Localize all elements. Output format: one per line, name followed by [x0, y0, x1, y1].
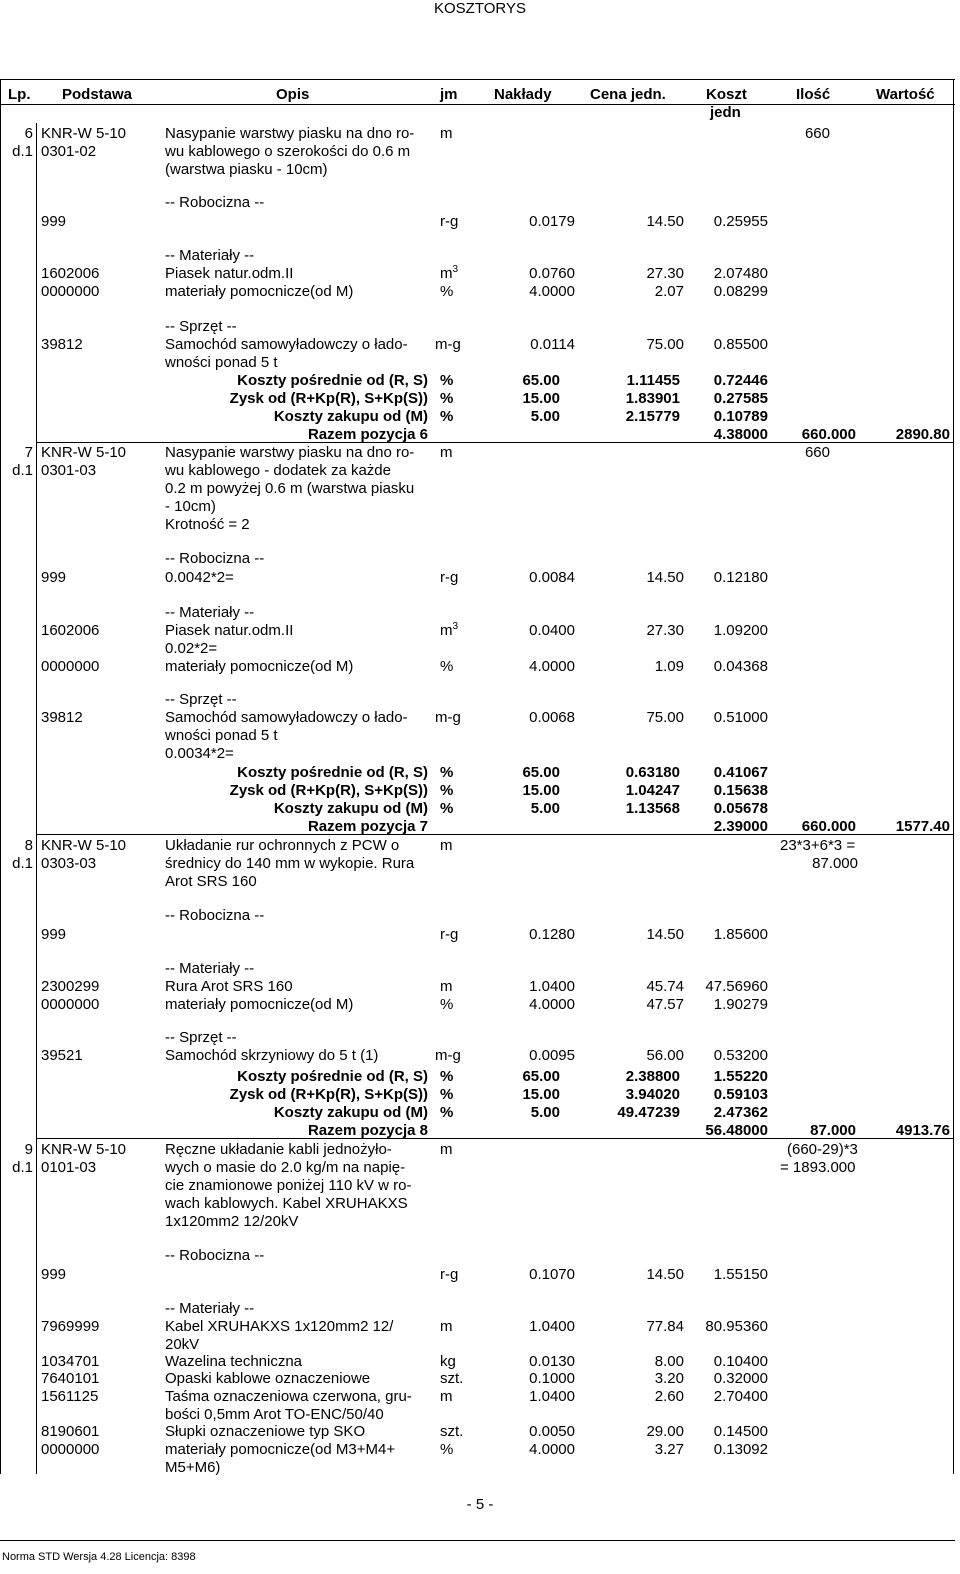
profit-label: Zysk od (R+Kp(R), S+Kp(S))	[229, 1086, 428, 1103]
resource-name: Taśma oznaczeniowa czerwona, gru-	[165, 1388, 412, 1405]
position-description-line: 0.2 m powyżej 0.6 m (warstwa piasku	[165, 480, 415, 497]
resource-price: 3.20	[654, 1370, 684, 1387]
resource-input: 0.1000	[529, 1370, 575, 1387]
resource-unit-cost: 0.25955	[713, 213, 768, 230]
resource-name: wności ponad 5 t	[165, 727, 278, 744]
resource-price: 2.60	[654, 1388, 684, 1405]
overhead-rate: 65.00	[522, 372, 560, 389]
col-divider-lp	[36, 123, 37, 1474]
profit-unit: %	[440, 390, 454, 407]
section-heading-labor: -- Robocizna --	[165, 194, 265, 211]
resource-price: 2.07	[654, 283, 684, 300]
section-heading-equipment: -- Sprzęt --	[165, 691, 237, 708]
position-number: 9	[24, 1141, 33, 1158]
resource-name: bości 0,5mm Arot TO-ENC/50/40	[165, 1406, 384, 1423]
section-heading-equipment: -- Sprzęt --	[165, 1029, 237, 1046]
resource-price: 29.00	[646, 1423, 684, 1440]
resource-price: 3.27	[654, 1441, 684, 1458]
resource-unit-cost: 2.70400	[713, 1388, 768, 1405]
position-total-label: Razem pozycja 8	[307, 1122, 428, 1139]
section-heading-labor: -- Robocizna --	[165, 550, 265, 567]
resource-input: 0.1070	[529, 1266, 575, 1283]
position-number: 6	[24, 125, 33, 142]
footer-rule	[0, 1540, 955, 1541]
resource-code: 999	[41, 569, 67, 586]
position-number: 7	[24, 444, 33, 461]
position-total-quantity: 660.000	[801, 818, 856, 835]
resource-price: 77.84	[646, 1318, 684, 1335]
resource-name: Piasek natur.odm.II	[165, 622, 294, 639]
resource-unit-cost: 0.51000	[713, 709, 768, 726]
profit-base: 3.94020	[625, 1086, 680, 1103]
resource-name: materiały pomocnicze(od M3+M4+	[165, 1441, 396, 1458]
profit-unit: %	[440, 782, 454, 799]
purchase-cost-base: 49.47239	[617, 1104, 680, 1121]
position-basis: KNR-W 5-10	[41, 837, 127, 854]
table-left-border	[0, 79, 1, 1474]
resource-code: 39812	[41, 336, 83, 353]
resource-input: 4.0000	[529, 658, 575, 675]
position-total-value: 2890.80	[895, 426, 950, 443]
resource-unit: r-g	[440, 213, 459, 230]
header-koszt-jedn: jedn	[710, 104, 741, 121]
resource-formula: 0.02*2=	[165, 640, 218, 657]
resource-code: 0000000	[41, 1441, 100, 1458]
resource-unit-cost: 0.08299	[713, 283, 768, 300]
resource-input: 1.0400	[529, 978, 575, 995]
resource-formula: 0.0034*2=	[165, 745, 234, 762]
position-description-line: Krotność = 2	[165, 516, 250, 533]
resource-price: 45.74	[646, 978, 684, 995]
resource-input: 0.0114	[530, 336, 575, 353]
resource-price: 75.00	[646, 709, 684, 726]
resource-name: Wazelina techniczna	[165, 1353, 303, 1370]
profit-value: 0.59103	[713, 1086, 768, 1103]
position-total-unit-cost: 56.48000	[705, 1122, 768, 1139]
header-ilosc: Ilość	[796, 86, 831, 103]
resource-unit-cost: 0.04368	[713, 658, 768, 675]
overhead-value: 0.72446	[713, 372, 768, 389]
resource-code: 1561125	[41, 1388, 99, 1405]
overhead-unit: %	[440, 372, 454, 389]
position-total-value: 4913.76	[895, 1122, 950, 1139]
page-number: - 5 -	[466, 1496, 494, 1513]
resource-code: 2300299	[41, 978, 100, 995]
position-separator	[36, 834, 953, 835]
resource-unit: kg	[440, 1353, 456, 1370]
position-quantity: = 1893.000	[780, 1159, 856, 1176]
resource-code: 1602006	[41, 622, 100, 639]
overhead-label: Koszty pośrednie od (R, S)	[237, 1068, 428, 1085]
header-wartosc: Wartość	[876, 86, 935, 103]
position-number-suffix: d.1	[12, 855, 33, 872]
resource-unit-cost: 1.09200	[713, 622, 768, 639]
resource-price: 8.00	[654, 1353, 684, 1370]
resource-name: 20kV	[165, 1336, 200, 1353]
position-description-line: 1x120mm2 12/20kV	[165, 1213, 299, 1230]
position-basis: KNR-W 5-10	[41, 1141, 127, 1158]
profit-label: Zysk od (R+Kp(R), S+Kp(S))	[229, 782, 428, 799]
purchase-cost-unit: %	[440, 408, 454, 425]
profit-base: 1.04247	[625, 782, 680, 799]
position-total-label: Razem pozycja 6	[307, 426, 428, 443]
overhead-base: 0.63180	[625, 764, 680, 781]
section-heading-materials: -- Materiały --	[165, 247, 255, 264]
resource-unit: szt.	[440, 1423, 464, 1440]
resource-code: 7969999	[41, 1318, 100, 1335]
resource-code: 999	[41, 213, 67, 230]
position-description-line: Ręczne układanie kabli jednożyło-	[165, 1141, 392, 1158]
position-total-value: 1577.40	[895, 818, 950, 835]
purchase-cost-unit: %	[440, 1104, 454, 1121]
overhead-unit: %	[440, 1068, 454, 1085]
profit-rate: 15.00	[522, 1086, 560, 1103]
resource-unit: m	[440, 1388, 453, 1405]
position-total-unit-cost: 4.38000	[713, 426, 768, 443]
resource-unit-cost: 0.85500	[713, 336, 768, 353]
header-bottom-border	[0, 104, 955, 105]
resource-name: Opaski kablowe oznaczeniowe	[165, 1370, 371, 1387]
resource-input: 0.0050	[529, 1423, 575, 1440]
position-description-line: Układanie rur ochronnych z PCW o	[165, 837, 400, 854]
position-quantity: 87.000	[812, 855, 858, 872]
resource-input: 4.0000	[529, 996, 575, 1013]
resource-unit: r-g	[440, 926, 459, 943]
position-basis-code: 0101-03	[41, 1159, 97, 1176]
position-number-suffix: d.1	[12, 143, 33, 160]
purchase-cost-rate: 5.00	[530, 1104, 560, 1121]
resource-price: 75.00	[646, 336, 684, 353]
purchase-cost-label: Koszty zakupu od (M)	[273, 408, 428, 425]
purchase-cost-rate: 5.00	[530, 800, 560, 817]
resource-code: 0000000	[41, 283, 100, 300]
resource-input: 0.0130	[529, 1353, 575, 1370]
resource-unit-cost: 0.12180	[713, 569, 768, 586]
resource-formula: 0.0042*2=	[165, 569, 234, 586]
profit-rate: 15.00	[522, 782, 560, 799]
resource-name: materiały pomocnicze(od M)	[165, 996, 354, 1013]
position-quantity-formula: (660-29)*3	[787, 1141, 858, 1158]
section-heading-labor: -- Robocizna --	[165, 907, 265, 924]
resource-unit: m-g	[435, 709, 461, 726]
header-cena: Cena jedn.	[590, 86, 666, 103]
resource-code: 999	[41, 926, 67, 943]
resource-unit-cost: 0.10400	[713, 1353, 768, 1370]
position-total-unit-cost: 2.39000	[713, 818, 768, 835]
position-basis-code: 0301-03	[41, 462, 97, 479]
position-description-line: - 10cm)	[165, 498, 216, 515]
position-total-label: Razem pozycja 7	[307, 818, 428, 835]
overhead-base: 2.38800	[625, 1068, 680, 1085]
profit-value: 0.27585	[713, 390, 768, 407]
purchase-cost-label: Koszty zakupu od (M)	[273, 1104, 428, 1121]
header-podstawa: Podstawa	[62, 86, 133, 103]
resource-input: 4.0000	[529, 283, 575, 300]
profit-unit: %	[440, 1086, 454, 1103]
position-quantity: 660	[804, 125, 830, 142]
resource-unit: $m^3$	[440, 621, 459, 639]
resource-unit: r-g	[440, 1266, 459, 1283]
table-right-border	[953, 79, 954, 1474]
resource-unit: %	[440, 283, 454, 300]
overhead-label: Koszty pośrednie od (R, S)	[237, 764, 428, 781]
resource-unit: $m^3$	[440, 264, 459, 282]
resource-input: 1.0400	[529, 1388, 575, 1405]
resource-price: 1.09	[654, 658, 684, 675]
section-heading-labor: -- Robocizna --	[165, 1247, 265, 1264]
overhead-unit: %	[440, 764, 454, 781]
position-total-quantity: 87.000	[810, 1122, 856, 1139]
resource-price: 14.50	[646, 1266, 684, 1283]
resource-code: 0000000	[41, 996, 100, 1013]
overhead-value: 1.55220	[713, 1068, 768, 1085]
resource-code: 39521	[41, 1047, 83, 1064]
position-description-line: wach kablowych. Kabel XRUHAKXS	[165, 1195, 408, 1212]
position-description-line: Nasypanie warstwy piasku na dno ro-	[165, 444, 415, 461]
resource-code: 999	[41, 1266, 67, 1283]
overhead-base: 1.11455	[626, 372, 680, 389]
resource-unit-cost: 1.85600	[713, 926, 768, 943]
resource-code: 7640101	[41, 1370, 100, 1387]
position-unit: m	[440, 125, 453, 142]
purchase-cost-label: Koszty zakupu od (M)	[273, 800, 428, 817]
resource-unit: %	[440, 658, 454, 675]
resource-name: materiały pomocnicze(od M)	[165, 658, 354, 675]
purchase-cost-unit: %	[440, 800, 454, 817]
section-heading-equipment: -- Sprzęt --	[165, 318, 237, 335]
resource-input: 0.1280	[529, 926, 575, 943]
position-description-line: wych o masie do 2.0 kg/m na napię-	[165, 1159, 406, 1176]
resource-unit-cost: 0.14500	[713, 1423, 768, 1440]
resource-price: 27.30	[646, 622, 684, 639]
position-separator	[36, 442, 953, 443]
resource-price: 14.50	[646, 926, 684, 943]
resource-input: 0.0084	[529, 569, 575, 586]
position-basis: KNR-W 5-10	[41, 444, 127, 461]
position-unit: m	[440, 1141, 453, 1158]
resource-unit-cost: 1.90279	[713, 996, 768, 1013]
position-unit: m	[440, 444, 453, 461]
overhead-rate: 65.00	[522, 764, 560, 781]
resource-price: 14.50	[646, 213, 684, 230]
header-koszt: Koszt	[706, 86, 747, 103]
position-description-line: (warstwa piasku - 10cm)	[165, 161, 328, 178]
resource-unit: m	[440, 978, 453, 995]
header-jm: jm	[440, 86, 458, 103]
resource-name: M5+M6)	[165, 1459, 221, 1476]
resource-input: 1.0400	[529, 1318, 575, 1335]
resource-unit-cost: 2.07480	[713, 265, 768, 282]
page-title: KOSZTORYS	[434, 0, 526, 17]
purchase-cost-base: 1.13568	[625, 800, 680, 817]
position-quantity-formula: 23*3+6*3 =	[780, 837, 856, 854]
purchase-cost-base: 2.15779	[625, 408, 680, 425]
position-basis-code: 0303-03	[41, 855, 97, 872]
resource-name: materiały pomocnicze(od M)	[165, 283, 354, 300]
resource-unit: m	[440, 1318, 453, 1335]
position-separator	[36, 1138, 953, 1139]
resource-price: 14.50	[646, 569, 684, 586]
purchase-cost-value: 2.47362	[713, 1104, 768, 1121]
profit-rate: 15.00	[522, 390, 560, 407]
resource-name: Kabel XRUHAKXS 1x120mm2 12/	[165, 1318, 394, 1335]
resource-name: Rura Arot SRS 160	[165, 978, 293, 995]
resource-name: Piasek natur.odm.II	[165, 265, 294, 282]
resource-unit-cost: 1.55150	[713, 1266, 768, 1283]
position-number: 8	[24, 837, 33, 854]
position-number-suffix: d.1	[12, 1159, 33, 1176]
position-description-line: średnicy do 140 mm w wykopie. Rura	[165, 855, 415, 872]
overhead-rate: 65.00	[522, 1068, 560, 1085]
profit-value: 0.15638	[713, 782, 768, 799]
resource-input: 0.0760	[529, 265, 575, 282]
resource-unit: %	[440, 1441, 454, 1458]
resource-code: 1602006	[41, 265, 100, 282]
profit-label: Zysk od (R+Kp(R), S+Kp(S))	[229, 390, 428, 407]
resource-unit: m-g	[435, 336, 461, 353]
section-heading-materials: -- Materiały --	[165, 1300, 255, 1317]
position-description-line: wu kablowego o szerokości do 0.6 m	[165, 143, 411, 160]
resource-name: wności ponad 5 t	[165, 354, 278, 371]
overhead-value: 0.41067	[713, 764, 768, 781]
resource-unit-cost: 0.53200	[713, 1047, 768, 1064]
resource-name: Samochód skrzyniowy do 5 t (1)	[165, 1047, 379, 1064]
position-description-line: cie znamionowe poniżej 110 kV w ro-	[165, 1177, 412, 1194]
position-total-quantity: 660.000	[801, 426, 856, 443]
resource-input: 0.0095	[529, 1047, 575, 1064]
purchase-cost-value: 0.10789	[713, 408, 768, 425]
resource-unit: r-g	[440, 569, 459, 586]
resource-unit: %	[440, 996, 454, 1013]
resource-input: 0.0400	[529, 622, 575, 639]
table-top-border	[0, 79, 955, 80]
license-info: Norma STD Wersja 4.28 Licencja: 8398	[2, 1551, 196, 1563]
resource-unit-cost: 47.56960	[705, 978, 768, 995]
overhead-label: Koszty pośrednie od (R, S)	[237, 372, 428, 389]
resource-input: 0.0068	[529, 709, 575, 726]
resource-code: 8190601	[41, 1423, 100, 1440]
resource-unit: m-g	[435, 1047, 461, 1064]
resource-code: 1034701	[41, 1353, 100, 1370]
section-heading-materials: -- Materiały --	[165, 604, 255, 621]
resource-unit: szt.	[440, 1370, 464, 1387]
resource-unit-cost: 80.95360	[705, 1318, 768, 1335]
position-basis: KNR-W 5-10	[41, 125, 127, 142]
resource-price: 47.57	[646, 996, 684, 1013]
resource-price: 56.00	[646, 1047, 684, 1064]
resource-name: Samochód samowyładowczy o łado-	[165, 709, 408, 726]
header-opis: Opis	[276, 86, 310, 103]
position-number-suffix: d.1	[12, 462, 33, 479]
resource-input: 0.0179	[529, 213, 575, 230]
resource-name: Słupki oznaczeniowe typ SKO	[165, 1423, 366, 1440]
section-heading-materials: -- Materiały --	[165, 960, 255, 977]
position-unit: m	[440, 837, 453, 854]
resource-price: 27.30	[646, 265, 684, 282]
resource-code: 39812	[41, 709, 83, 726]
purchase-cost-value: 0.05678	[713, 800, 768, 817]
resource-unit-cost: 0.32000	[713, 1370, 768, 1387]
header-naklady: Nakłady	[494, 86, 552, 103]
position-description-line: Arot SRS 160	[165, 873, 257, 890]
position-description-line: wu kablowego - dodatek za każde	[165, 462, 391, 479]
position-quantity: 660	[804, 444, 830, 461]
header-lp: Lp.	[8, 86, 31, 103]
resource-unit-cost: 0.13092	[713, 1441, 768, 1458]
position-basis-code: 0301-02	[41, 143, 97, 160]
position-description-line: Nasypanie warstwy piasku na dno ro-	[165, 125, 415, 142]
resource-code: 0000000	[41, 658, 100, 675]
profit-base: 1.83901	[625, 390, 680, 407]
purchase-cost-rate: 5.00	[530, 408, 560, 425]
resource-name: Samochód samowyładowczy o łado-	[165, 336, 408, 353]
resource-input: 4.0000	[529, 1441, 575, 1458]
